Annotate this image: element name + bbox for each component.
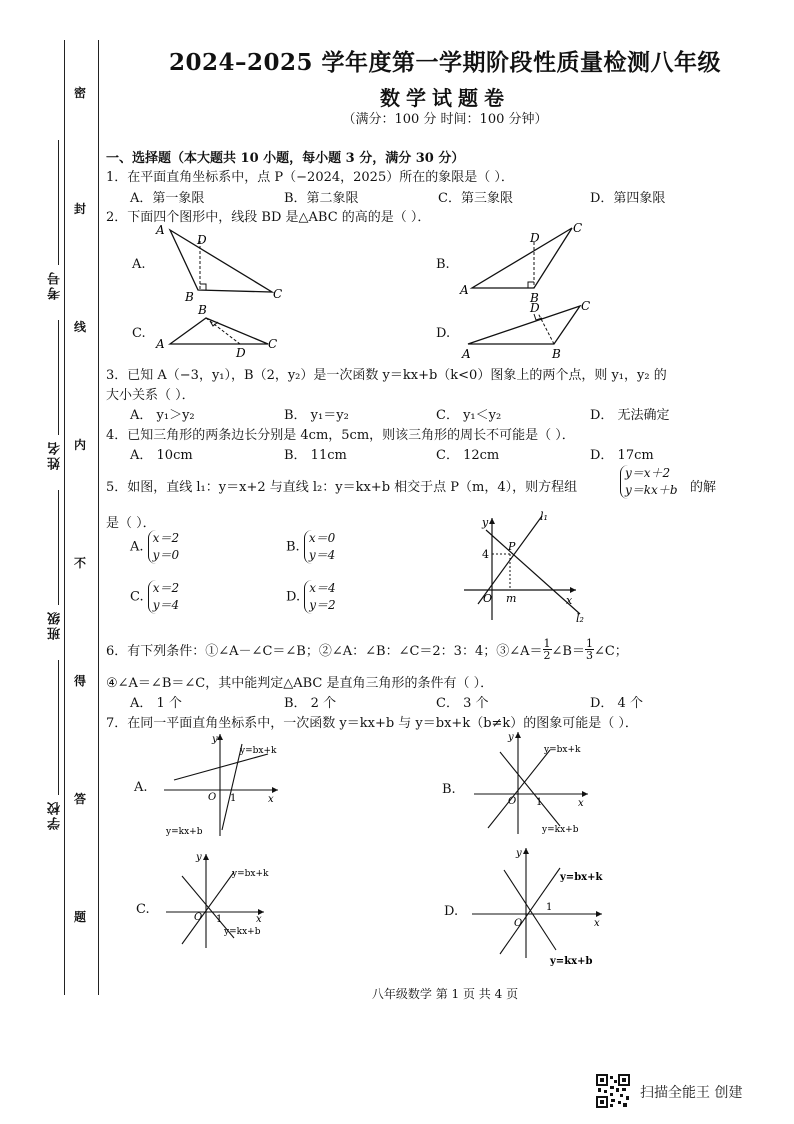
svg-text:y: y bbox=[516, 848, 522, 859]
q7-graph-c bbox=[160, 848, 290, 960]
q5-stem-end: 的解 bbox=[690, 480, 717, 495]
q5-system-eq2: y＝kx＋b bbox=[625, 483, 678, 497]
q3-option-b: B． y₁＝y₂ bbox=[284, 408, 349, 423]
section-heading: 一、选择题（本大题共 10 小题，每小题 3 分，满分 30 分） bbox=[106, 151, 465, 166]
q7a-label-kx: y=kx+b bbox=[166, 827, 203, 837]
q2c-label-d: D bbox=[236, 346, 246, 360]
svg-text:1: 1 bbox=[536, 797, 543, 808]
label-name: 姓名 bbox=[48, 440, 63, 470]
q3-option-d: D． 无法确定 bbox=[590, 408, 670, 423]
q2-option-d: D. bbox=[436, 326, 451, 341]
q3-stem-line1: 3．已知 A（−3，y₁），B（2，y₂）是一次函数 y＝kx+b（k<0）图象上的两个点，则 y₁，y₂ 的 bbox=[106, 368, 667, 383]
q1-option-b: B．第二象限 bbox=[284, 191, 359, 206]
svg-text:O: O bbox=[194, 912, 203, 923]
q5-origin: O bbox=[483, 592, 493, 605]
q7-option-d: D. bbox=[444, 904, 459, 919]
q2d-label-a: A bbox=[462, 347, 471, 361]
q2-figure-c bbox=[150, 302, 290, 362]
q2-option-a: A. bbox=[132, 257, 146, 272]
q1-option-a: A．第一象限 bbox=[130, 191, 205, 206]
q7-graph-a bbox=[160, 730, 290, 842]
exam-title: 2024–2025 学年度第一学期阶段性质量检测八年级 bbox=[168, 49, 722, 76]
binding-line-outer bbox=[64, 40, 65, 995]
q2-figure-a bbox=[150, 222, 290, 302]
q5-option-c-letter: C. bbox=[130, 589, 144, 605]
q2-option-c: C. bbox=[132, 326, 146, 341]
fill-line-name bbox=[58, 320, 59, 435]
q5-value-m: m bbox=[506, 592, 517, 605]
q2c-label-a: A bbox=[156, 337, 165, 351]
q2b-label-c: C bbox=[573, 221, 583, 235]
q4-option-a: A． 10cm bbox=[130, 448, 193, 463]
q7b-label-bx: y=bx+k bbox=[544, 745, 581, 755]
q7b-label-kx: y=kx+b bbox=[542, 825, 579, 835]
q7d-label-bx: y=bx+k bbox=[560, 872, 603, 883]
seal-char: 不 bbox=[74, 556, 87, 570]
svg-text:y: y bbox=[196, 852, 202, 863]
seal-char: 密 bbox=[74, 86, 87, 100]
label-exam-number: 考号 bbox=[48, 270, 63, 300]
q5-option-a-letter: A. bbox=[130, 539, 144, 555]
q2a-label-a: A bbox=[156, 223, 165, 237]
q7a-label-bx: y=bx+k bbox=[240, 746, 277, 756]
q2d-label-d: D bbox=[530, 301, 540, 315]
q5-line-l2: l₂ bbox=[576, 612, 584, 625]
q6-option-b: B． 2 个 bbox=[284, 696, 337, 711]
svg-text:x: x bbox=[256, 914, 262, 925]
q2d-label-c: C bbox=[581, 299, 591, 313]
svg-text:O: O bbox=[208, 792, 217, 803]
q2a-label-b: B bbox=[185, 290, 194, 302]
q2-figure-b bbox=[458, 220, 598, 304]
seal-char: 内 bbox=[74, 438, 87, 452]
q2b-label-d: D bbox=[530, 231, 540, 245]
q7-graph-b bbox=[470, 728, 600, 840]
scanner-brand: 扫描全能王 创建 bbox=[640, 1085, 743, 1101]
q2b-label-b: B bbox=[530, 291, 539, 304]
seal-char: 题 bbox=[74, 910, 87, 924]
svg-text:y: y bbox=[508, 732, 514, 743]
q5-option-d: D. x＝4 y＝2 bbox=[286, 581, 336, 612]
q3-option-c: C． y₁＜y₂ bbox=[436, 408, 502, 423]
q1-option-d: D．第四象限 bbox=[590, 191, 666, 206]
q5-value-4: 4 bbox=[482, 548, 489, 561]
seal-char: 得 bbox=[74, 674, 87, 688]
q5-option-a: A. x＝2 y＝0 bbox=[130, 531, 180, 562]
q2a-label-c: C bbox=[273, 287, 283, 301]
q5-option-b: B. x＝0 y＝4 bbox=[286, 531, 336, 562]
q5-option-b-letter: B. bbox=[286, 539, 300, 555]
q5-system bbox=[620, 465, 678, 499]
q5-system-eq1: y＝x＋2 bbox=[625, 466, 671, 480]
q5-axis-y: y bbox=[482, 516, 489, 529]
q2c-label-b: B bbox=[198, 303, 207, 317]
svg-text:y: y bbox=[212, 734, 218, 745]
fill-line-exam-number bbox=[58, 140, 59, 265]
qr-code-icon bbox=[596, 1074, 630, 1108]
q5-figure bbox=[456, 508, 596, 626]
q3-stem-line2: 大小关系（ ）． bbox=[106, 388, 195, 403]
q4-option-c: C． 12cm bbox=[436, 448, 500, 463]
q5-option-d-letter: D. bbox=[286, 589, 301, 605]
score-time-info: （满分：100 分 时间：100 分钟） bbox=[342, 112, 548, 127]
svg-text:x: x bbox=[594, 918, 600, 929]
exam-subtitle: 数学试题卷 bbox=[380, 86, 510, 110]
q7-stem: 7．在同一平面直角坐标系中，一次函数 y＝kx+b 与 y＝bx+k（b≠k）的图象可能是（ ）． bbox=[106, 716, 638, 731]
q7-option-a: A. bbox=[134, 780, 148, 795]
svg-text:x: x bbox=[578, 798, 584, 809]
fill-line-class bbox=[58, 490, 59, 605]
q7d-label-kx: y=kx+b bbox=[550, 956, 593, 967]
svg-text:x: x bbox=[268, 794, 274, 805]
q6-option-d: D． 4 个 bbox=[590, 696, 643, 711]
q6-option-a: A． 1 个 bbox=[130, 696, 182, 711]
q4-option-d: D． 17cm bbox=[590, 448, 654, 463]
svg-text:1: 1 bbox=[216, 914, 223, 925]
page-footer: 八年级数学 第 1 页 共 4 页 bbox=[371, 987, 519, 1001]
q6-option-c: C． 3 个 bbox=[436, 696, 489, 711]
q5-axis-x: x bbox=[566, 594, 573, 607]
q6-line1: 6．有下列条件：①∠A－∠C＝∠B；②∠A：∠B：∠C＝2：3：4；③∠A＝ $\frac{1}{2}$ ∠B＝ $\frac{1}{3}$ ∠C； bbox=[106, 637, 628, 662]
q5-point-p: P bbox=[508, 540, 516, 553]
q5-stem: 5．如图，直线 l₁：y＝x+2 与直线 l₂：y＝kx+b 相交于点 P（m，4），则方程组 bbox=[106, 480, 578, 495]
q2b-label-a: A bbox=[460, 283, 469, 297]
q4-stem: 4．已知三角形的两条边长分别是 4cm，5cm，则该三角形的周长不可能是（ ）． bbox=[106, 428, 575, 443]
svg-text:1: 1 bbox=[546, 902, 553, 913]
q2c-label-c: C bbox=[268, 337, 278, 351]
svg-text:O: O bbox=[508, 796, 517, 807]
svg-text:1: 1 bbox=[230, 793, 237, 804]
label-class: 班级 bbox=[48, 610, 63, 640]
q6-line2: ④∠A＝∠B＝∠C，其中能判定△ABC 是直角三角形的条件有（ ）． bbox=[106, 676, 494, 691]
q6-fraction-half: $\frac{1}{2}$ bbox=[543, 637, 551, 662]
q2-figure-d bbox=[458, 298, 598, 364]
q7c-label-bx: y=bx+k bbox=[232, 869, 269, 879]
svg-text:O: O bbox=[514, 918, 523, 929]
q3-option-a: A． y₁＞y₂ bbox=[130, 408, 195, 423]
q5-option-c: C. x＝2 y＝4 bbox=[130, 581, 180, 612]
q1-stem: 1．在平面直角坐标系中，点 P（−2024，2025）所在的象限是（ ）． bbox=[106, 170, 514, 185]
q6-fraction-third: $\frac{1}{3}$ bbox=[585, 637, 593, 662]
q2-stem: 2．下面四个图形中，线段 BD 是△ABC 的高的是（ ）． bbox=[106, 210, 431, 225]
q2a-label-d: D bbox=[197, 233, 207, 247]
binding-line-inner bbox=[98, 40, 99, 995]
q4-option-b: B． 11cm bbox=[284, 448, 347, 463]
q5-stem-line2: 是（ ）． bbox=[106, 516, 156, 531]
seal-char: 封 bbox=[74, 202, 87, 216]
q5-line-l1: l₁ bbox=[540, 510, 548, 523]
fill-line-school bbox=[58, 660, 59, 795]
q7c-label-kx: y=kx+b bbox=[224, 927, 261, 937]
q7-graph-d bbox=[468, 844, 608, 968]
q2-option-b: B. bbox=[436, 257, 450, 272]
label-school: 学校 bbox=[48, 800, 63, 830]
seal-char: 线 bbox=[74, 320, 87, 334]
q7-option-c: C. bbox=[136, 902, 150, 917]
q2d-label-b: B bbox=[552, 347, 561, 361]
seal-char: 答 bbox=[74, 792, 87, 806]
q7-option-b: B. bbox=[442, 782, 456, 797]
q1-option-c: C．第三象限 bbox=[438, 191, 513, 206]
